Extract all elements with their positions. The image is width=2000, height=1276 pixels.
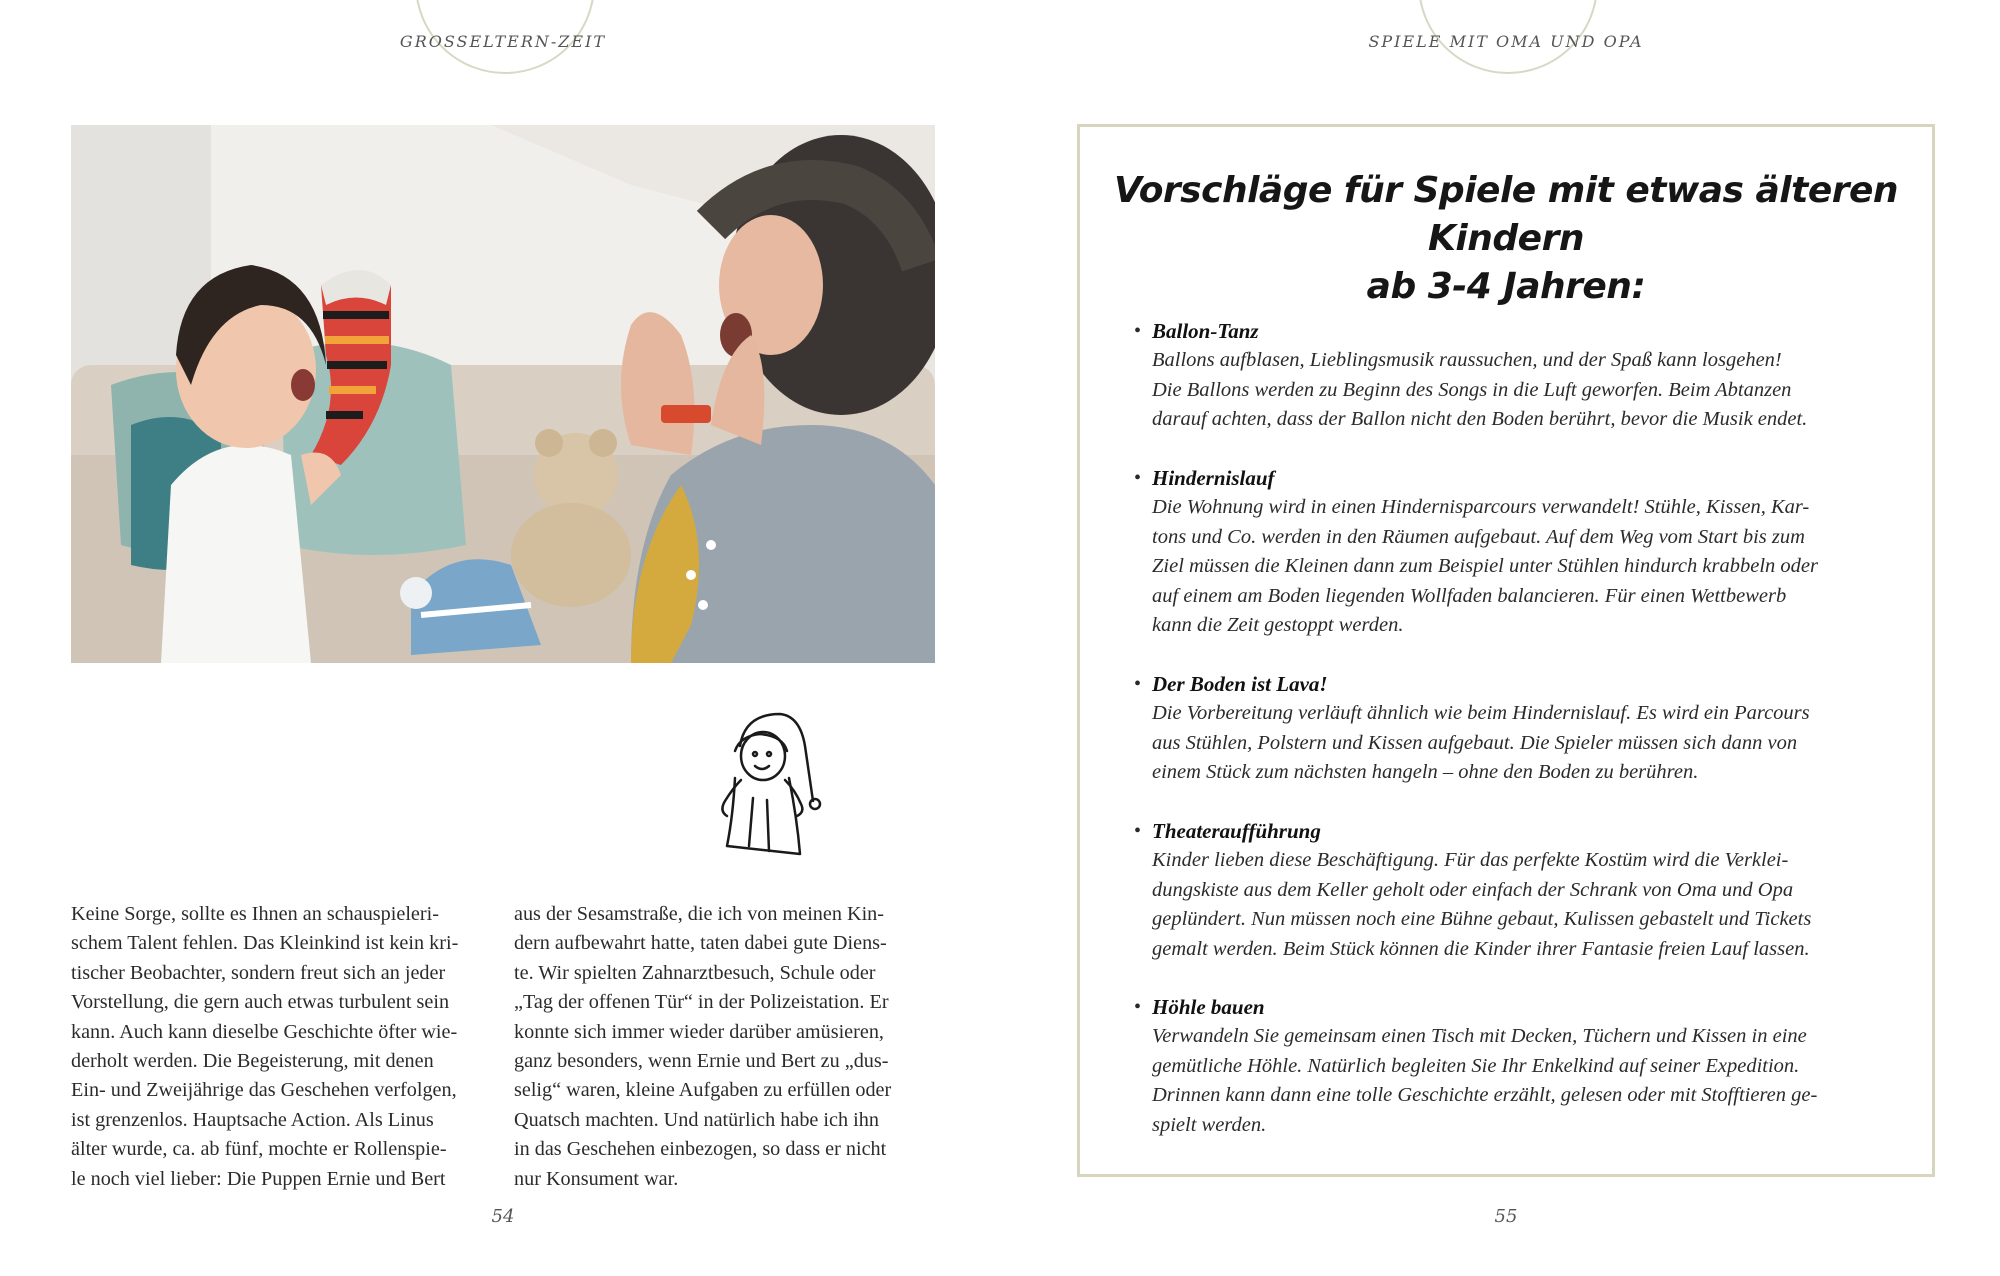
text-line: aus der Sesamstraße, die ich von meinen Kin- — [514, 903, 884, 925]
games-info-box — [1077, 124, 1935, 1177]
text-line: Verwandeln Sie gemeinsam einen Tisch mit Decken, Tüchern und Kissen in eine — [1152, 1025, 1807, 1048]
text-line: schem Talent fehlen. Das Kleinkind ist kein kri- — [71, 932, 459, 955]
running-head-right: SPIELE MIT OMA UND OPA — [1368, 32, 1644, 51]
text-line: spielt werden. — [1152, 1113, 1267, 1136]
text-line: Drinnen kann dann eine tolle Geschichte erzählt, gelesen oder mit Stofftieren ge- — [1152, 1084, 1818, 1107]
photo-grandmother-child-puppet — [71, 125, 935, 663]
text-line: Ein- und Zweijährige das Geschehen verfolgen, — [71, 1079, 457, 1102]
text-line: Die Ballons werden zu Beginn des Songs in die Luft geworfen. Beim Abtanzen — [1152, 378, 1792, 401]
text-line: gemalt werden. Beim Stück können die Kinder ihrer Fantasie freien Lauf lassen. — [1152, 937, 1810, 960]
puppet-illustration — [705, 706, 830, 861]
text-line: konnte sich immer wieder darüber amüsieren, — [514, 1020, 884, 1043]
bullet: • — [1134, 996, 1142, 1018]
text-line: selig“ waren, kleine Aufgaben zu erfüllen oder — [514, 1079, 892, 1102]
text-line: geplündert. Nun müssen noch eine Bühne gebaut, Kulissen gebastelt und Tickets — [1152, 908, 1812, 931]
text-line: tons und Co. werden in den Räumen aufgebaut. Auf dem Weg vom Start bis zum — [1152, 525, 1805, 548]
text-line: Vorstellung, die gern auch etwas turbulent sein — [71, 991, 450, 1014]
text-line: kann. Auch kann dieselbe Geschichte öfter wie- — [71, 1020, 458, 1043]
box-title-line: ab 3-4 Jahren: — [1366, 266, 1646, 307]
text-line: Keine Sorge, sollte es Ihnen an schauspieleri- — [71, 903, 439, 925]
game-title: Theateraufführung — [1152, 819, 1321, 843]
text-line: „Tag der offenen Tür“ in der Polizeistation. Er — [514, 991, 889, 1014]
text-line: Ballons aufblasen, Lieblingsmusik raussuchen, und der Spaß kann losgehen! — [1152, 349, 1782, 372]
game-title: Höhle bauen — [1152, 995, 1265, 1019]
text-line: nur Konsument war. — [514, 1167, 679, 1190]
text-line: aus Stühlen, Polstern und Kissen aufgebaut. Die Spieler müssen sich dann von — [1152, 731, 1798, 754]
text-line: in das Geschehen einbezogen, so dass er nicht — [514, 1138, 887, 1161]
text-line: derholt werden. Die Begeisterung, mit denen — [71, 1050, 434, 1073]
bullet: • — [1134, 320, 1142, 342]
body-column-2 — [514, 900, 934, 1194]
game-item-theater — [1134, 817, 1872, 964]
text-line: Quatsch machten. Und natürlich habe ich ihn — [514, 1108, 879, 1131]
text-line: Ziel müssen die Kleinen dann zum Beispiel unter Stühlen hindurch krabbeln oder — [1152, 555, 1818, 578]
text-line: dern aufbewahrt hatte, taten dabei gute Diens- — [514, 932, 887, 955]
box-title-line: Vorschläge für Spiele mit etwas älteren Kindern — [1113, 170, 1899, 259]
text-line: darauf achten, dass der Ballon nicht den Boden berührt, bevor die Musik endet. — [1152, 408, 1808, 431]
text-line: Die Vorbereitung verläuft ähnlich wie beim Hindernislauf. Es wird ein Parcours — [1152, 702, 1810, 725]
bullet: • — [1134, 467, 1142, 489]
game-title: Ballon-Tanz — [1152, 319, 1259, 343]
game-item-boden-lava — [1134, 670, 1872, 788]
game-item-hoehle — [1134, 993, 1872, 1140]
text-line: auf einem am Boden liegenden Wollfaden balancieren. Für einen Wettbewerb — [1152, 584, 1787, 607]
page-number-right: 55 — [1494, 1206, 1518, 1227]
text-line: ist grenzenlos. Hauptsache Action. Als Linus — [71, 1108, 434, 1131]
box-title — [1080, 167, 1932, 311]
bullet: • — [1134, 673, 1142, 695]
text-line: gemütliche Höhle. Natürlich begleiten Sie Ihr Enkelkind auf seiner Expedition. — [1152, 1054, 1800, 1077]
text-line: kann die Zeit gestoppt werden. — [1152, 614, 1404, 637]
page-number-left: 54 — [491, 1206, 515, 1227]
text-line: einem Stück zum nächsten hangeln – ohne den Boden zu berühren. — [1152, 761, 1699, 784]
text-line: ganz besonders, wenn Ernie und Bert zu „dus- — [514, 1050, 889, 1073]
game-title: Der Boden ist Lava! — [1152, 672, 1328, 696]
right-page — [1000, 0, 2000, 1276]
text-line: te. Wir spielten Zahnarztbesuch, Schule oder — [514, 961, 876, 984]
game-title: Hindernislauf — [1152, 466, 1275, 490]
text-line: Die Wohnung wird in einen Hindernisparcours verwandelt! Stühle, Kissen, Kar- — [1152, 496, 1810, 519]
text-line: tischer Beobachter, sondern freut sich an jeder — [71, 961, 446, 984]
running-head-left: GROSSELTERN-ZEIT — [399, 32, 607, 51]
game-item-hindernislauf — [1134, 464, 1872, 640]
text-line: le noch viel lieber: Die Puppen Ernie und Bert — [71, 1167, 446, 1190]
game-item-ballon-tanz — [1134, 317, 1872, 435]
text-line: dungskiste aus dem Keller geholt oder einfach der Schrank von Oma und Opa — [1152, 878, 1794, 901]
text-line: älter wurde, ca. ab fünf, mochte er Rollenspie- — [71, 1138, 447, 1161]
body-column-1 — [71, 900, 491, 1194]
bullet: • — [1134, 820, 1142, 842]
text-line: Kinder lieben diese Beschäftigung. Für das perfekte Kostüm wird die Verklei- — [1152, 849, 1789, 872]
